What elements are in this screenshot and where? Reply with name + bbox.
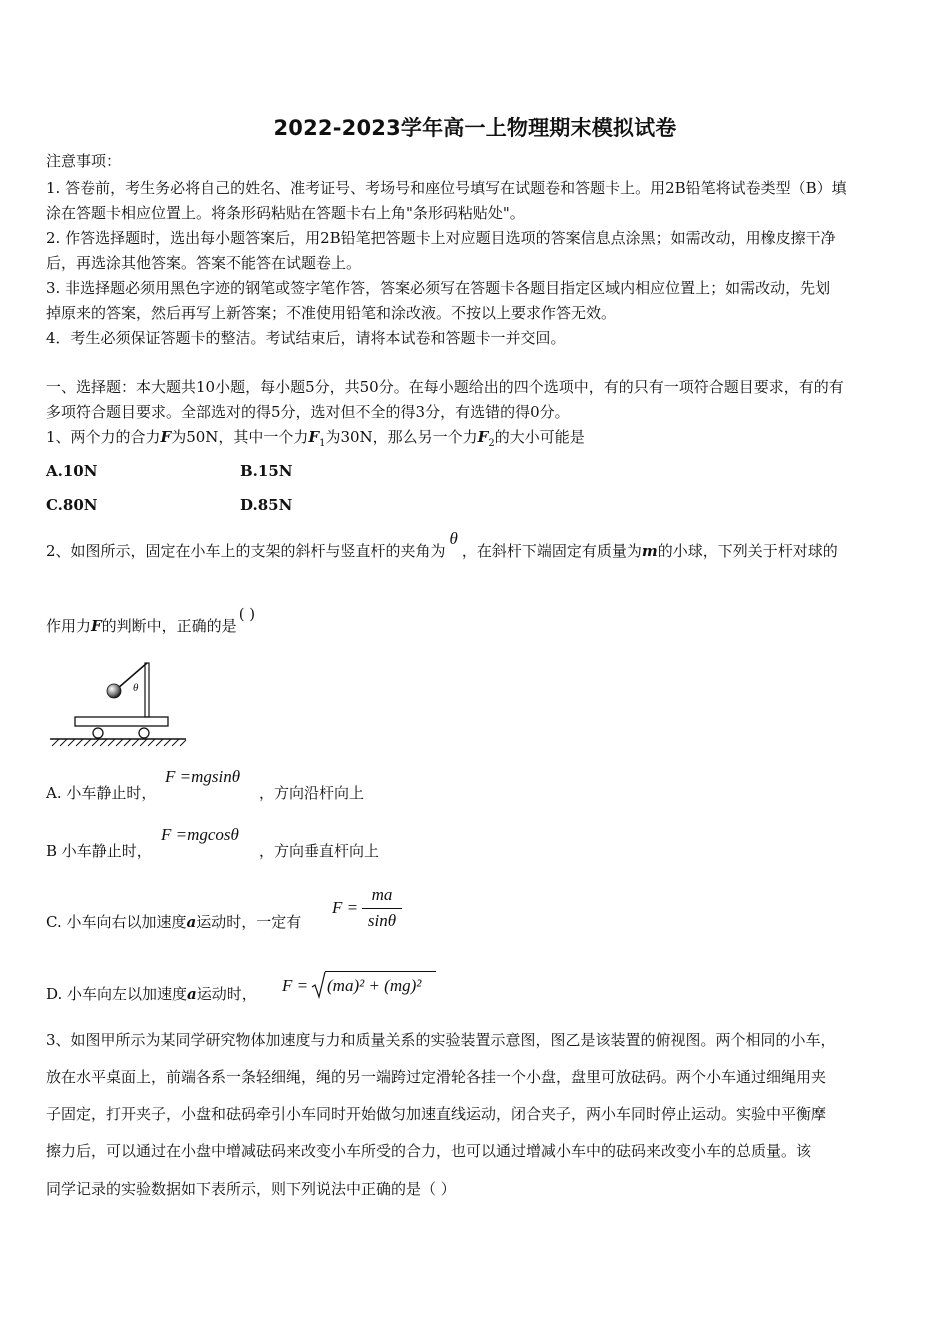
notice-line-2: 涂在答题卡相应位置上。将条形码粘贴在答题卡右上角"条形码粘贴处"。 bbox=[46, 204, 525, 222]
ball bbox=[107, 684, 121, 698]
q2-option-c-fraction bbox=[362, 885, 402, 935]
q3-line-3: 子固定，打开夹子，小盘和砝码牵引小车同时开始做匀加速直线运动，闭合夹子，两小车同时停止运动。实验中平衡摩 bbox=[46, 1105, 827, 1123]
cart-wheel-left bbox=[93, 728, 103, 738]
section-line-1: 一、选择题：本大题共10小题，每小题5分，共50分。在每小题给出的四个选项中，有的只有一项符合题目要求，有的有 bbox=[46, 378, 844, 396]
slanted-rod bbox=[117, 663, 147, 689]
sqrt-overline bbox=[325, 971, 436, 972]
q2-option-c-text: C. 小车向右以加速度a运动时，一定有 bbox=[46, 913, 302, 931]
q3-line-1: 3、如图甲所示为某同学研究物体加速度与力和质量关系的实验装置示意图，图乙是该装置的俯视图。两个相同的小车， bbox=[46, 1031, 836, 1049]
q2-option-b-pre: B 小车静止时， bbox=[46, 842, 152, 860]
q3-line-4: 擦力后，可以通过在小盘中增减砝码来改变小车所受的合力，也可以通过增减小车中的砝码来改变小车的总质量。该 bbox=[46, 1142, 812, 1160]
notice-heading: 注意事项： bbox=[46, 152, 122, 170]
q2-option-a-pre: A. 小车静止时， bbox=[46, 784, 157, 802]
q2-option-b-formula: F =mgcosθ bbox=[161, 825, 239, 844]
q3-line-2: 放在水平桌面上，前端各系一条轻细绳，绳的另一端跨过定滑轮各挂一个小盘，盘里可放砝码。两个小车通过细绳用夹 bbox=[46, 1068, 827, 1086]
q2-option-d-radicand: (ma)² + (mg)² bbox=[327, 976, 422, 995]
q1-option-c: C.80N bbox=[46, 496, 98, 514]
q2-stem-line-2: 作用力F的判断中，正确的是( ) bbox=[46, 605, 256, 635]
fraction-numerator: ma bbox=[371, 885, 393, 904]
vertical-rod bbox=[145, 663, 149, 717]
notice-line-1: 1. 答卷前，考生务必将自己的姓名、准考证号、考场号和座位号填写在试题卷和答题卡上。用2B铅笔将试卷类型（B）填 bbox=[46, 179, 847, 197]
section-line-2: 多项符合题目要求。全部选对的得5分，选对但不全的得3分，有选错的得0分。 bbox=[46, 403, 570, 421]
fraction-denominator: sinθ bbox=[367, 911, 397, 930]
q2-option-d-lhs: F = bbox=[282, 976, 309, 995]
notice-line-3: 2. 作答选择题时，选出每小题答案后，用2B铅笔把答题卡上对应题目选项的答案信息点涂黑；如需改动，用橡皮擦干净 bbox=[46, 229, 836, 247]
page-title: 2022-2023学年高一上物理期末模拟试卷 bbox=[273, 116, 677, 140]
notice-line-7: 4．考生必须保证答题卡的整洁。考试结束后，请将本试卷和答题卡一并交回。 bbox=[46, 329, 566, 347]
cart-figure bbox=[46, 657, 191, 752]
q2-option-b-post: ，方向垂直杆向上 bbox=[259, 842, 380, 860]
notice-line-6: 掉原来的答案，然后再写上新答案；不准使用铅笔和涂改液。不按以上要求作答无效。 bbox=[46, 304, 617, 322]
notice-line-4: 后，再选涂其他答案。答案不能答在试题卷上。 bbox=[46, 254, 362, 272]
notice-line-5: 3. 非选择题必须用黑色字迹的钢笔或签字笔作答，答案必须写在答题卡各题目指定区域内相应位置上；如需改动，先划 bbox=[46, 279, 831, 297]
sqrt-sign bbox=[311, 970, 327, 1000]
q3-line-5: 同学记录的实验数据如下表所示，则下列说法中正确的是（ ） bbox=[46, 1180, 456, 1198]
q1-option-b: B.15N bbox=[240, 462, 293, 480]
cart-wheel-right bbox=[139, 728, 149, 738]
ground-hatch bbox=[52, 739, 186, 746]
q1-option-a: A.10N bbox=[46, 462, 98, 480]
q2-option-c-lhs: F = bbox=[332, 898, 359, 917]
q2-option-a-formula: F =mgsinθ bbox=[165, 767, 241, 786]
fraction-bar bbox=[362, 908, 402, 909]
theta-label: θ bbox=[133, 682, 139, 694]
q2-stem-line-1: 2、如图所示，固定在小车上的支架的斜杆与竖直杆的夹角为θ，在斜杆下端固定有质量为m的小球，下列关于杆对球的 bbox=[46, 529, 838, 560]
q1-stem: 1、两个力的合力F为50N，其中一个力$F_1$为30N，那么另一个力$F_2$的大小可能是 bbox=[46, 428, 585, 449]
cart-body bbox=[75, 717, 168, 726]
q2-option-a-post: ，方向沿杆向上 bbox=[259, 784, 365, 802]
q2-option-d-text: D. 小车向左以加速度a运动时， bbox=[46, 985, 257, 1003]
q1-option-d: D.85N bbox=[240, 496, 293, 514]
